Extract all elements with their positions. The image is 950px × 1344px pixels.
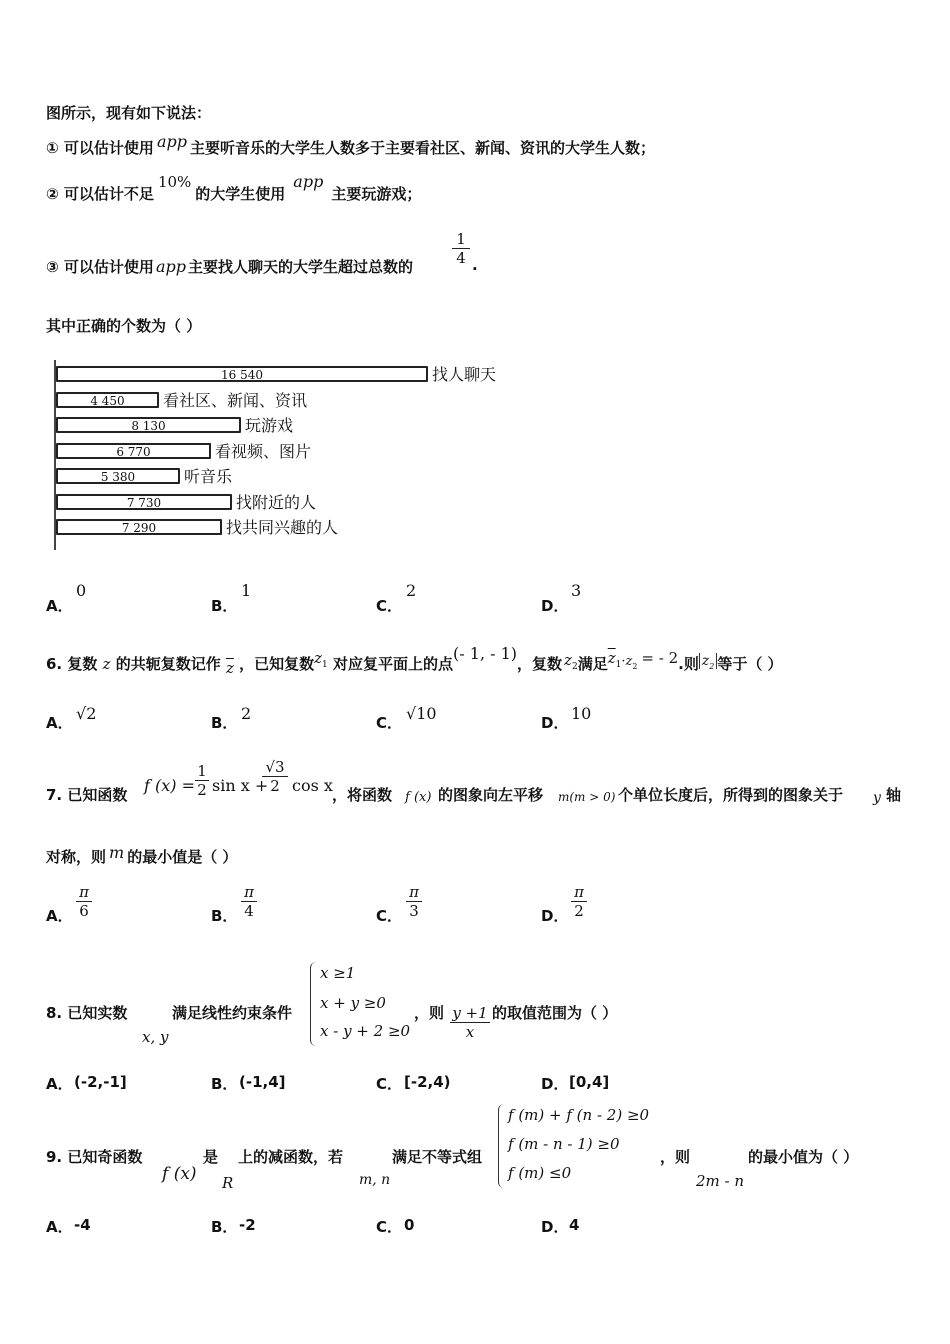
option-value: 1	[241, 581, 252, 600]
q9-text-f: 的最小值为（ ）	[748, 1148, 859, 1166]
q8-fraction	[450, 1004, 490, 1041]
option-letter: C．	[376, 907, 403, 925]
q7-frac-root3	[262, 758, 288, 795]
q9-R: R	[222, 1174, 234, 1192]
q6-conjugate-z: $\overline{z}$	[225, 659, 234, 677]
q6-text-c: ，已知复数	[239, 655, 315, 673]
statement-2-text-b: 的大学生使用	[195, 185, 286, 203]
q6-sub-1b: 1	[615, 660, 622, 670]
q8-text-c: ，则	[414, 1004, 445, 1022]
option-letter: D．	[541, 1218, 569, 1236]
q8-brace	[310, 962, 317, 1046]
q9-text-d: 满足不等式组	[392, 1148, 483, 1166]
fraction-denominator: 3	[409, 902, 419, 920]
option-value: (-2,-1]	[74, 1073, 127, 1091]
q6-var-z1: z	[314, 649, 323, 667]
chart-bar-value: 4 450	[90, 393, 125, 408]
q9-expr: 2m - n	[696, 1172, 745, 1190]
q8-cond-1: x ≥1	[320, 964, 356, 982]
q7-var-m: m	[109, 843, 125, 862]
app-term: app	[156, 132, 187, 151]
q9-text-e: ，则	[660, 1148, 691, 1166]
option-letter: B．	[211, 714, 238, 732]
fraction-numerator: π	[241, 883, 257, 902]
q9-cond-1: f (m) + f (n - 2) ≥0	[508, 1106, 650, 1124]
chart-category-label: 找附近的人	[236, 492, 317, 512]
q6-text-e: ，复数	[517, 655, 563, 673]
question-5-stem: 其中正确的个数为（ ）	[46, 317, 202, 335]
chart-category-label: 看视频、图片	[215, 441, 312, 461]
option-letter: B．	[211, 1075, 238, 1093]
chart-category-label: 找人聊天	[432, 365, 497, 384]
q6-text-b: 的共轭复数记作	[115, 655, 221, 673]
option-letter: C．	[376, 1075, 403, 1093]
option-letter: D．	[541, 1075, 569, 1093]
q6-sub-2: 2	[571, 662, 578, 672]
chart-bar	[56, 392, 159, 408]
option-value-fraction	[571, 883, 587, 920]
q7-frac-half	[195, 762, 209, 799]
fraction-numerator: π	[406, 883, 422, 902]
option-value: 0	[76, 581, 87, 600]
option-letter: D．	[541, 714, 569, 732]
fraction-numerator: 1	[452, 230, 470, 249]
q6-abs-sub: 2	[709, 661, 715, 671]
q7-text-b: ，将函数	[332, 786, 393, 804]
q6-conj-z1: $\overline{z}$	[607, 649, 616, 667]
option-value: 10	[571, 704, 592, 723]
q8-text-a: 8. 已知实数	[46, 1004, 128, 1022]
q7-frac-num: 1	[195, 762, 209, 781]
fraction-numerator: π	[571, 883, 587, 902]
chart-category-label: 玩游戏	[245, 416, 294, 435]
option-letter: B．	[211, 597, 238, 615]
intro-line: 图所示，现有如下说法：	[46, 104, 212, 122]
chart-category-label: 找共同兴趣的人	[226, 518, 339, 537]
q7-text-a: 7. 已知函数	[46, 786, 128, 804]
q9-text-b: 是	[203, 1148, 219, 1166]
q8-text-b: 满足线性约束条件	[172, 1004, 293, 1022]
option-value: [-2,4)	[404, 1073, 451, 1091]
chart-bar-value: 16 540	[221, 368, 263, 382]
statement-1-text-b: 主要听音乐的大学生人数多于主要看社区、新闻、资讯的大学生人数；	[189, 139, 655, 157]
option-letter: D．	[541, 597, 569, 615]
fraction-numerator: π	[76, 883, 92, 902]
chart-bar	[56, 366, 428, 382]
statement-1-text-a: ① 可以估计使用	[46, 139, 154, 157]
q6-eq-right: = - 2	[641, 649, 679, 667]
q9-fx: f (x)	[162, 1164, 197, 1184]
option-letter: A．	[46, 1218, 73, 1236]
option-letter: A．	[46, 714, 73, 732]
chart-bar	[56, 494, 232, 510]
q7-frac-den: 2	[197, 781, 207, 799]
q6-sub-1: 1	[322, 660, 328, 670]
chart-bar-value: 5 380	[100, 470, 136, 484]
q7-y: y	[873, 790, 881, 806]
q8-frac-num: y +1	[450, 1004, 490, 1023]
option-value: 3	[571, 581, 582, 600]
option-value-fraction	[241, 883, 257, 920]
q8-text-d: 的取值范围为（ ）	[492, 1004, 618, 1022]
fraction-one-quarter	[452, 230, 470, 267]
q7-line-2	[46, 843, 238, 867]
option-value: 4	[569, 1216, 580, 1234]
q6-text-f: 满足	[577, 655, 608, 673]
option-letter: B．	[211, 907, 238, 925]
q8-cond-2: x + y ≥0	[320, 994, 386, 1012]
chart-bar-value: 8 130	[131, 419, 166, 433]
fraction-denominator: 2	[574, 902, 584, 920]
bar-chart	[40, 352, 520, 567]
option-value: (-1,4]	[239, 1073, 286, 1091]
chart-bar	[56, 519, 222, 535]
q9-cond-2: f (m - n - 1) ≥0	[508, 1135, 620, 1153]
statement-3	[46, 256, 413, 277]
q7-sin: sin x +	[212, 776, 269, 795]
option-value-fraction	[406, 883, 422, 920]
q7-l2a: 对称，则	[46, 848, 107, 866]
q7-cos: cos x	[292, 776, 333, 795]
fraction-denominator: 4	[456, 249, 466, 267]
option-value: -4	[74, 1216, 91, 1234]
q6-var-z2: z	[564, 651, 572, 669]
q6-point: (- 1, - 1)	[453, 644, 518, 663]
statement-2-text-c: 主要玩游戏；	[331, 185, 422, 203]
chart-bar-value: 6 770	[116, 444, 151, 459]
chart-bar	[56, 468, 180, 484]
q7-text-d: 个单位长度后，所得到的图象关于	[618, 786, 844, 804]
q6-text-g: .则	[678, 655, 699, 673]
option-value: [0,4]	[569, 1073, 610, 1091]
chart-bar	[56, 443, 211, 459]
q6-abs-var: z	[701, 653, 710, 669]
q6-var-z: z	[102, 655, 111, 673]
q6-eq-sub: 2	[632, 662, 638, 671]
question-6-stem	[46, 644, 783, 677]
q7-fx	[144, 776, 195, 795]
q6-text-h: 等于（ ）	[717, 655, 783, 673]
q9-mn: m, n	[359, 1172, 391, 1188]
option-value: 0	[404, 1216, 415, 1234]
q6-abs-z2	[699, 653, 717, 669]
option-letter: C．	[376, 597, 403, 615]
q9-text-a: 9. 已知奇函数	[46, 1148, 143, 1166]
statement-2	[46, 172, 422, 204]
statement-2-text-a: ② 可以估计不足	[46, 185, 154, 203]
q6-text-d: 对应复平面上的点	[333, 655, 454, 673]
option-letter: A．	[46, 597, 73, 615]
q7-fx-text: f (x) =	[144, 776, 196, 795]
option-letter: B．	[211, 1218, 238, 1236]
option-letter: C．	[376, 1218, 403, 1236]
chart-bar	[56, 417, 241, 433]
statement-3-text-a: ③ 可以估计使用	[46, 258, 154, 276]
q9-brace	[498, 1104, 505, 1188]
q6-text-a: 6. 复数	[46, 655, 98, 673]
option-letter: C．	[376, 714, 403, 732]
fraction-denominator: 4	[244, 902, 254, 920]
q7-frac2-num: √3	[262, 758, 288, 777]
option-value: -2	[239, 1216, 256, 1234]
q6-eq-mid: ·z	[621, 654, 633, 669]
q7-m: m(m > 0)	[558, 790, 616, 804]
statement-3-period: .	[472, 256, 478, 274]
app-term: app	[293, 172, 324, 191]
q7-frac2-den: 2	[270, 777, 280, 795]
option-letter: A．	[46, 907, 73, 925]
chart-category-label: 看社区、新闻、资讯	[163, 390, 308, 410]
option-letter: A．	[46, 1075, 73, 1093]
option-value: 2	[241, 704, 252, 723]
q9-text-c: 上的减函数，若	[238, 1148, 344, 1166]
statement-3-text-b: 主要找人聊天的大学生超过总数的	[187, 258, 413, 276]
option-value: 2	[406, 581, 417, 600]
q8-cond-3: x - y + 2 ≥0	[320, 1022, 411, 1040]
option-value-fraction	[76, 883, 92, 920]
statement-1	[46, 132, 655, 158]
option-letter: D．	[541, 907, 569, 925]
chart-bar-value: 7 730	[126, 495, 162, 510]
option-value: √10	[406, 704, 437, 723]
chart-category-label: 听音乐	[184, 467, 233, 486]
q7-fx2: f (x)	[405, 790, 432, 805]
q9-cond-3: f (m) ≤0	[508, 1164, 572, 1182]
q8-xy: x, y	[142, 1028, 169, 1046]
app-term: app	[155, 257, 186, 276]
q7-text-c: 的图象向左平移	[438, 786, 544, 804]
percent-value: 10%	[157, 173, 192, 191]
q7-l2b: 的最小值是（ ）	[127, 848, 238, 866]
fraction-denominator: 6	[79, 902, 89, 920]
option-value: √2	[76, 704, 97, 723]
chart-bar-value: 7 290	[121, 521, 157, 535]
q7-text-e: 轴	[886, 786, 902, 804]
q8-frac-den: x	[465, 1023, 475, 1041]
